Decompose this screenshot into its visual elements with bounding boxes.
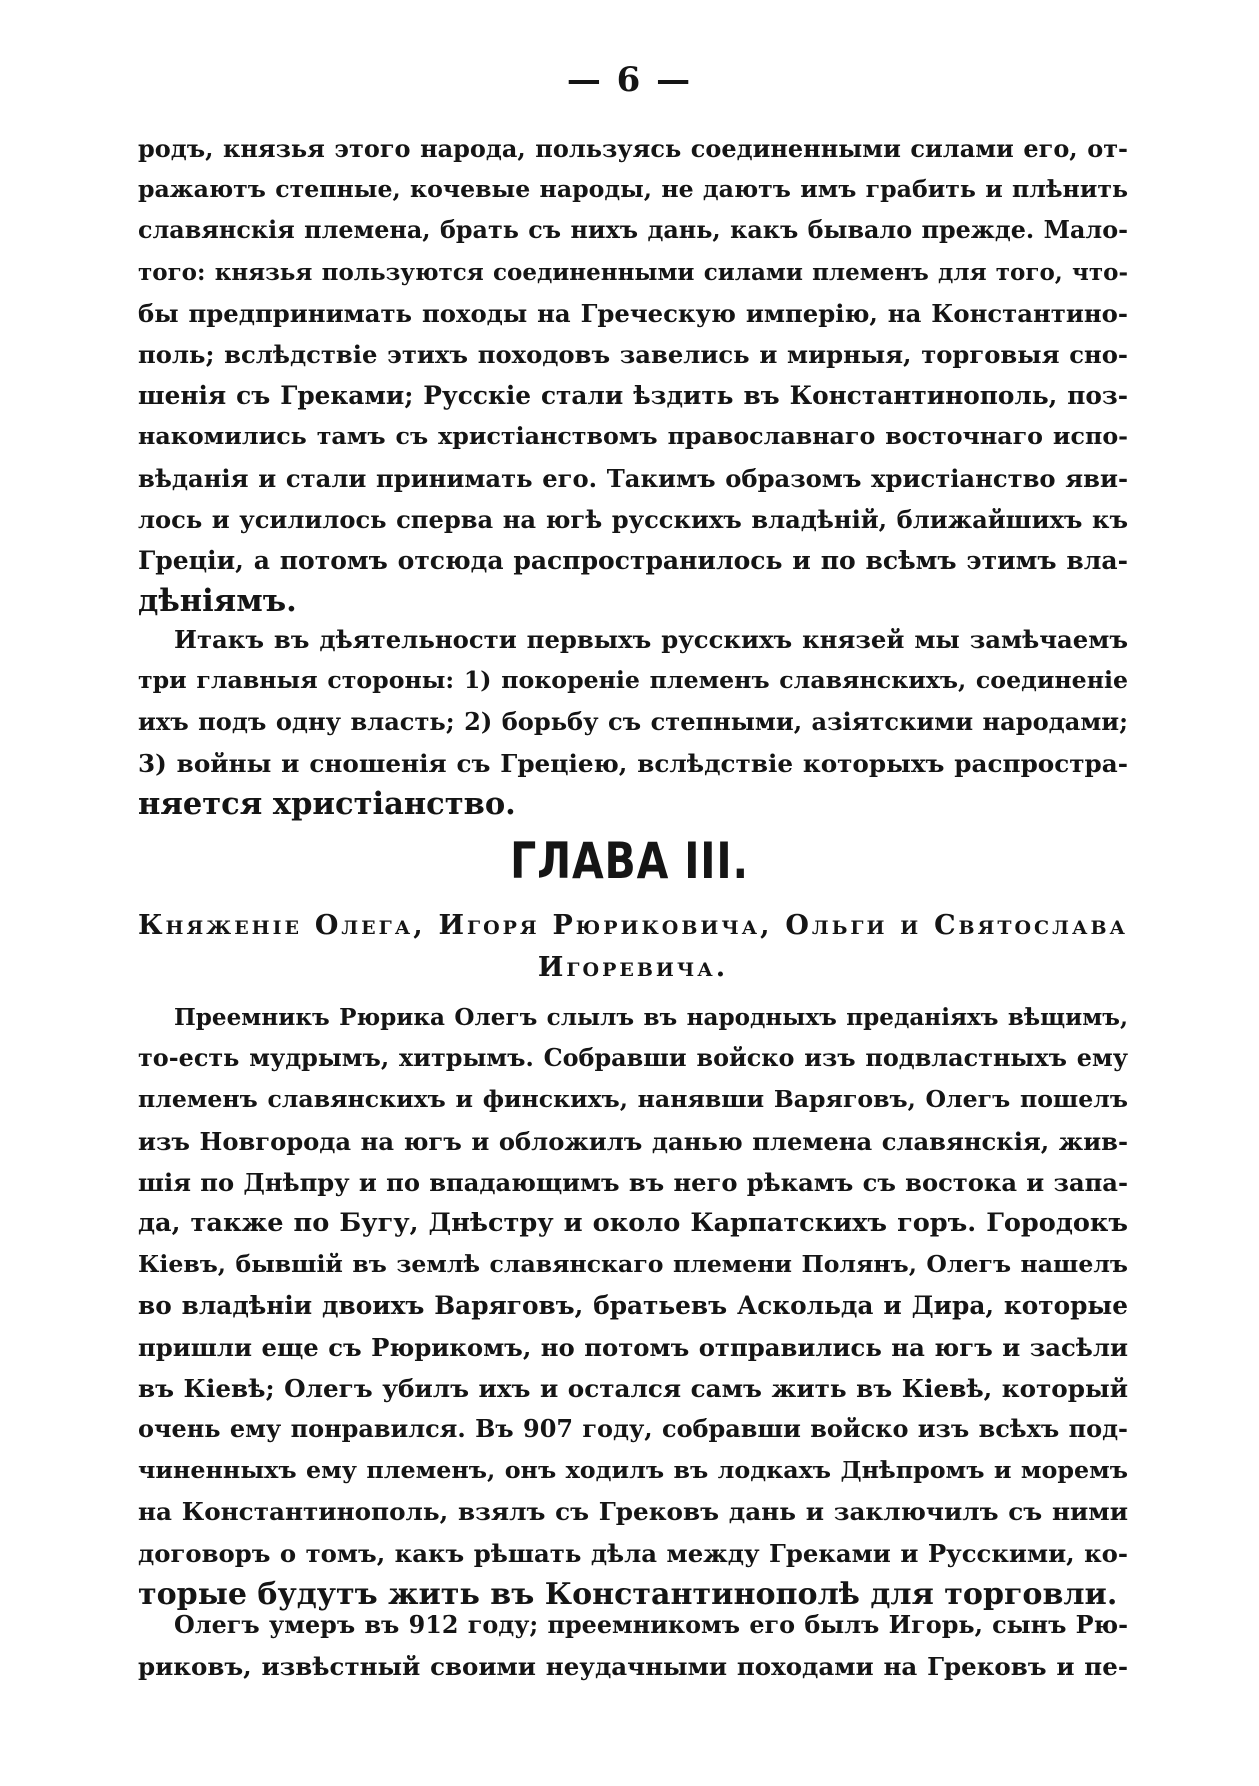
- text-line: бы предпринимать походы на Греческую имперію, на Константино-: [138, 298, 1128, 328]
- chapter-title: ГЛАВА III.: [510, 832, 749, 890]
- text-line: во владѣніи двоихъ Варяговъ, братьевъ Аскольда и Дира, которые: [138, 1291, 1128, 1321]
- text-line: родъ, князья этого народа, пользуясь соединенными силами его, от-: [138, 134, 1128, 163]
- text-line: очень ему понравился. Въ 907 году, собравши войско изъ всѣхъ под-: [138, 1415, 1128, 1444]
- text-line: изъ Новгорода на югъ и обложилъ данью племена славянскія, жив-: [138, 1126, 1128, 1156]
- text-line: шенія съ Греками; Русскіе стали ѣздить въ Константинополь, поз-: [138, 381, 1128, 411]
- text-line: Олегъ умеръ въ 912 году; преемникомъ его былъ Игорь, сынъ Рю-: [174, 1611, 1128, 1639]
- text-line: на Константинополь, взялъ съ Грековъ дань и заключилъ съ ними: [138, 1497, 1128, 1527]
- text-line: Кіевъ, бывшій въ землѣ славянскаго племени Полянъ, Олегъ нашелъ: [138, 1250, 1128, 1279]
- text-line: шія по Днѣпру и по впадающимъ въ него рѣкамъ съ востока и запа-: [138, 1167, 1128, 1197]
- text-line: поль; вслѣдствіе этихъ походовъ завелись и мирныя, торговыя сно-: [138, 340, 1128, 370]
- paragraph-3: [138, 997, 1128, 1615]
- text-line: 3) войны и сношенія съ Греціею, вслѣдствіе которыхъ распростра-: [138, 748, 1128, 778]
- text-line: то-есть мудрымъ, хитрымъ. Собравши войско изъ подвластныхъ ему: [138, 1044, 1128, 1073]
- text-line: дѣніямъ.: [138, 583, 297, 620]
- paragraph-2: [138, 619, 1128, 825]
- page-number: — 6 —: [566, 60, 693, 100]
- text-line: того: князья пользуются соединенными силами племенъ для того, что-: [138, 258, 1128, 286]
- chapter-subtitle-line: Игоревича.: [537, 952, 729, 983]
- text-line: лось и усилилось сперва на югѣ русскихъ владѣній, ближайшихъ къ: [138, 504, 1128, 534]
- text-line: чиненныхъ ему племенъ, онъ ходилъ въ лодкахъ Днѣпромъ и моремъ: [138, 1456, 1128, 1485]
- text-line: пришли еще съ Рюрикомъ, но потомъ отправились на югъ и засѣли: [138, 1332, 1128, 1362]
- text-line: вѣданія и стали принимать его. Такимъ образомъ христіанство яви-: [138, 463, 1128, 493]
- text-line: три главныя стороны: 1) покореніе племенъ славянскихъ, соединеніе: [138, 666, 1128, 695]
- text-line: племенъ славянскихъ и финскихъ, нанявши Варяговъ, Олегъ пошелъ: [138, 1085, 1128, 1114]
- text-line: ихъ подъ одну власть; 2) борьбу съ степными, азіятскими народами;: [138, 707, 1128, 737]
- text-line: риковъ, извѣстный своими неудачными походами на Грековъ и пе-: [138, 1652, 1128, 1682]
- text-line: Итакъ въ дѣятельности первыхъ русскихъ князей мы замѣчаемъ: [174, 625, 1128, 654]
- text-line: славянскія племена, брать съ нихъ дань, какъ бывало прежде. Мало-: [138, 216, 1128, 245]
- text-line: Преемникъ Рюрика Олегъ слылъ въ народныхъ преданіяхъ вѣщимъ,: [174, 1004, 1128, 1031]
- text-line: въ Кіевѣ; Олегъ убилъ ихъ и остался самъ жить въ Кіевѣ, который: [138, 1373, 1128, 1403]
- text-line: накомились тамъ съ христіанствомъ православнаго восточнаго испо-: [138, 422, 1128, 451]
- text-line: договоръ о томъ, какъ рѣшать дѣла между Греками и Русскими, ко-: [138, 1538, 1128, 1568]
- paragraph-4: [138, 1605, 1128, 1687]
- text-line: няется христіанство.: [138, 785, 516, 822]
- chapter-subtitle: [138, 905, 1128, 989]
- text-line: Греціи, а потомъ отсюда распространилось и по всѣмъ этимъ вла-: [138, 546, 1128, 576]
- text-line: торые будутъ жить въ Константинополѣ для торговли.: [138, 1576, 1118, 1612]
- text-line: ражаютъ степные, кочевые народы, не даютъ имъ грабить и плѣнить: [138, 175, 1128, 204]
- paragraph-1: [138, 128, 1128, 622]
- chapter-subtitle-line: Княженіе Олега, Игоря Рюриковича, Ольги и Святослава: [138, 910, 1128, 941]
- text-line: да, также по Бугу, Днѣстру и около Карпатскихъ горъ. Городокъ: [138, 1208, 1128, 1239]
